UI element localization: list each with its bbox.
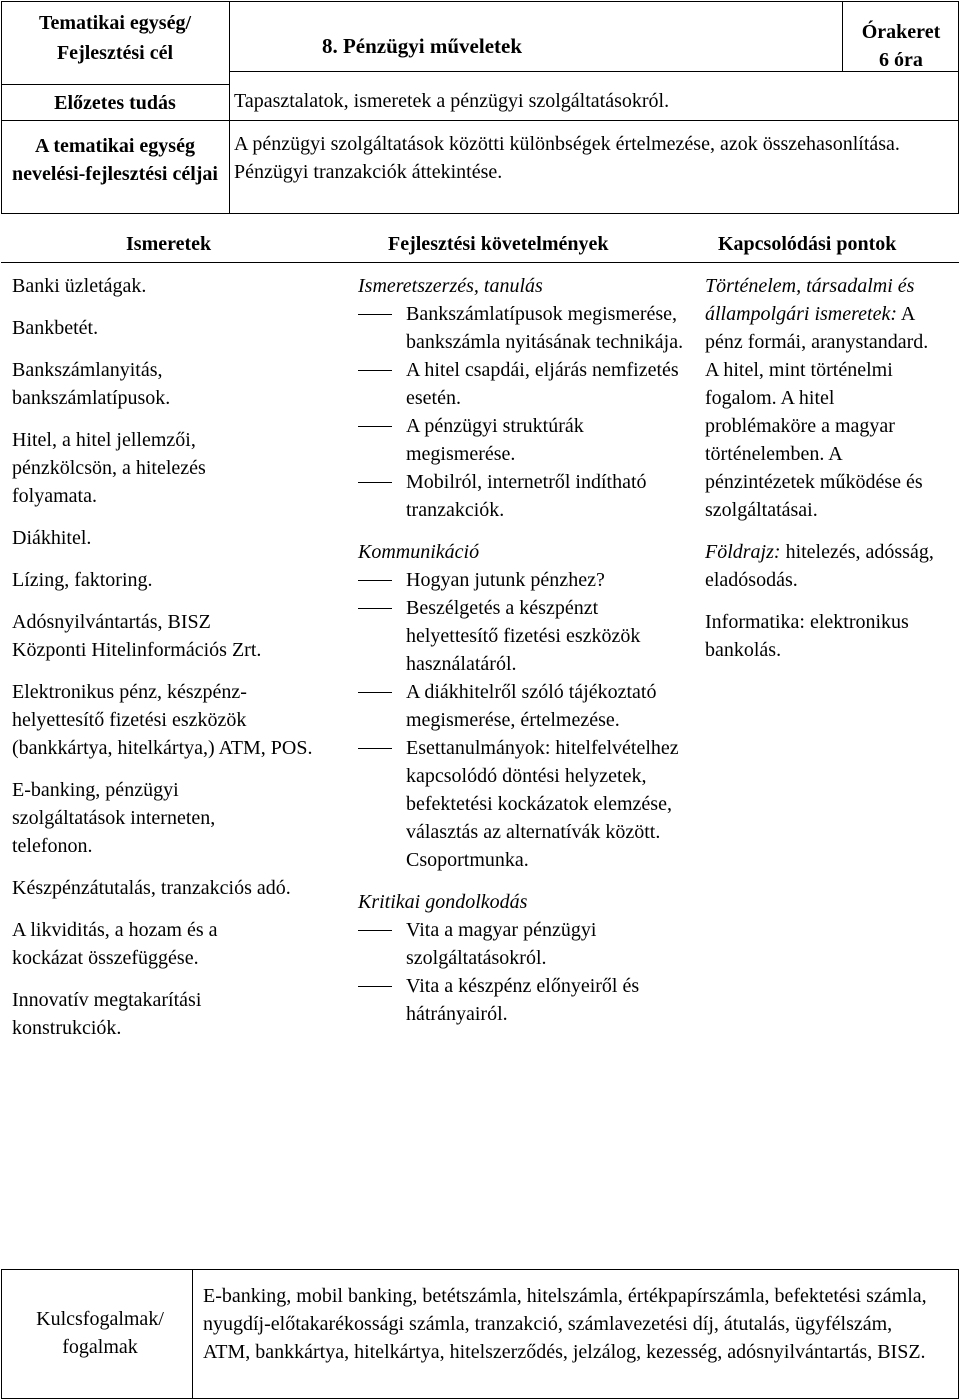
prior-knowledge-text: Tapasztalatok, ismeretek a pénzügyi szolgáltatásokról. [234,90,670,112]
table-border-left [1,1269,2,1399]
connection-entry [705,608,945,664]
column-header-requirements: Fejlesztési követelmények [388,233,609,255]
connection-subject: Történelem, társadalmi és állampolgári ismeretek: [705,275,915,325]
table-border-left [1,1,2,214]
requirement-heading: Kommunikáció [358,541,480,563]
requirement-group [358,272,688,524]
row-divider [1,262,959,263]
requirement-heading: Kritikai gondolkodás [358,891,528,913]
goals-label: A tematikai egység nevelési-fejlesztési céljai [11,135,218,185]
knowledge-item: Banki üzletágak. [12,275,147,297]
table-border-bottom [1,1398,959,1399]
row-divider [1,84,229,85]
column-header-knowledge: Ismeretek [126,233,212,255]
keywords-label: Kulcsfogalmak/ fogalmak [36,1308,164,1358]
requirement-item: Esettanulmányok: hitelfelvételhez kapcsolódó döntési helyzetek, befektetési kockázatok elemzése, választás az alternatívák között. Csoportmunka. [358,734,688,874]
prior-knowledge-label: Előzetes tudás [54,92,176,114]
requirement-item: Vita a készpénz előnyeiről és hátrányairól. [358,972,688,1028]
requirement-item: Hogyan jutunk pénzhez? [358,566,688,594]
requirement-item: A hitel csapdái, eljárás nemfizetés esetén. [358,356,688,412]
knowledge-list [12,272,342,1056]
row-divider [1,1269,959,1270]
table-border-right [958,1269,959,1399]
requirement-group [358,538,688,874]
knowledge-item: Elektronikus pénz, készpénz-helyettesítő fizetési eszközök (bankkártya, hitelkártya,) ATM, POS. [12,681,313,759]
goals-text: A pénzügyi szolgáltatások közötti különbségek értelmezése, azok összehasonlítása. Pénzügyi tranzakciók áttekintése. [234,133,900,183]
connection-entry [705,538,945,594]
keywords-text: E-banking, mobil banking, betétszámla, hitelszámla, értékpapírszámla, befektetési számla, nyugdíj-előtakarékossági számla, tranzakció, számlavezetési díj, átutalás, ügyfélszám, ATM, bankkártya, hitelkártya, hitelszerződés, jelzálog, kezesség, adósnyilvántartás, BISZ. [203,1285,927,1363]
hours-value: 6 óra [879,49,923,71]
row-divider [1,213,959,214]
requirement-heading: Ismeretszerzés, tanulás [358,275,543,297]
requirement-item: A diákhitelről szóló tájékoztató megismerése, értelmezése. [358,678,688,734]
row-divider [1,120,959,121]
knowledge-item: Bankbetét. [12,317,99,339]
col-divider [842,1,843,71]
requirement-item: A pénzügyi struktúrák megismerése. [358,412,688,468]
requirement-item: Vita a magyar pénzügyi szolgáltatásokról. [358,916,688,972]
requirement-item: Mobilról, internetről indítható tranzakciók. [358,468,688,524]
knowledge-item: Innovatív megtakarítási konstrukciók. [12,989,202,1039]
column-header-connections: Kapcsolódási pontok [718,233,897,255]
knowledge-item: Lízing, faktoring. [12,569,153,591]
unit-title: 8. Pénzügyi műveletek [321,34,523,58]
knowledge-item: A likviditás, a hozam és a kockázat összefüggése. [12,919,218,969]
col-divider [192,1269,193,1399]
table-border-top [1,1,959,2]
hours-label: Órakeret [861,21,941,43]
knowledge-item: Diákhitel. [12,527,92,549]
requirement-group [358,888,688,1028]
knowledge-item: Készpénzátutalás, tranzakciós adó. [12,877,291,899]
requirements-list [358,272,688,1042]
knowledge-item: Bankszámlanyitás, bankszámlatípusok. [12,359,171,409]
unit-label: Tematikai egység/ Fejlesztési cél [38,12,192,64]
connection-subject: Informatika: [705,611,805,633]
connection-text: elektronikus bankolás. [705,611,909,661]
requirement-item: Beszélgetés a készpénzt helyettesítő fizetési eszközök használatáról. [358,594,688,678]
connections-list [705,272,945,678]
col-divider [229,1,230,214]
knowledge-item: E-banking, pénzügyi szolgáltatások interneten, telefonon. [12,779,216,857]
knowledge-item: Hitel, a hitel jellemzői, pénzkölcsön, a hitelezés folyamata. [12,429,206,507]
knowledge-item: Adósnyilvántartás, BISZ Központi Hitelinformációs Zrt. [12,611,262,661]
connection-subject: Földrajz: [705,541,781,563]
connection-entry [705,272,945,524]
table-border-right [958,1,959,214]
connection-text: hitelezés, adósság, eladósodás. [705,541,934,591]
requirement-item: Bankszámlatípusok megismerése, bankszámla nyitásának technikája. [358,300,688,356]
connection-text: A pénz formái, aranystandard. A hitel, mint történelmi fogalom. A hitel problémaköre a magyar történelemben. A pénzintézetek működése és szolgáltatásai. [705,303,929,521]
